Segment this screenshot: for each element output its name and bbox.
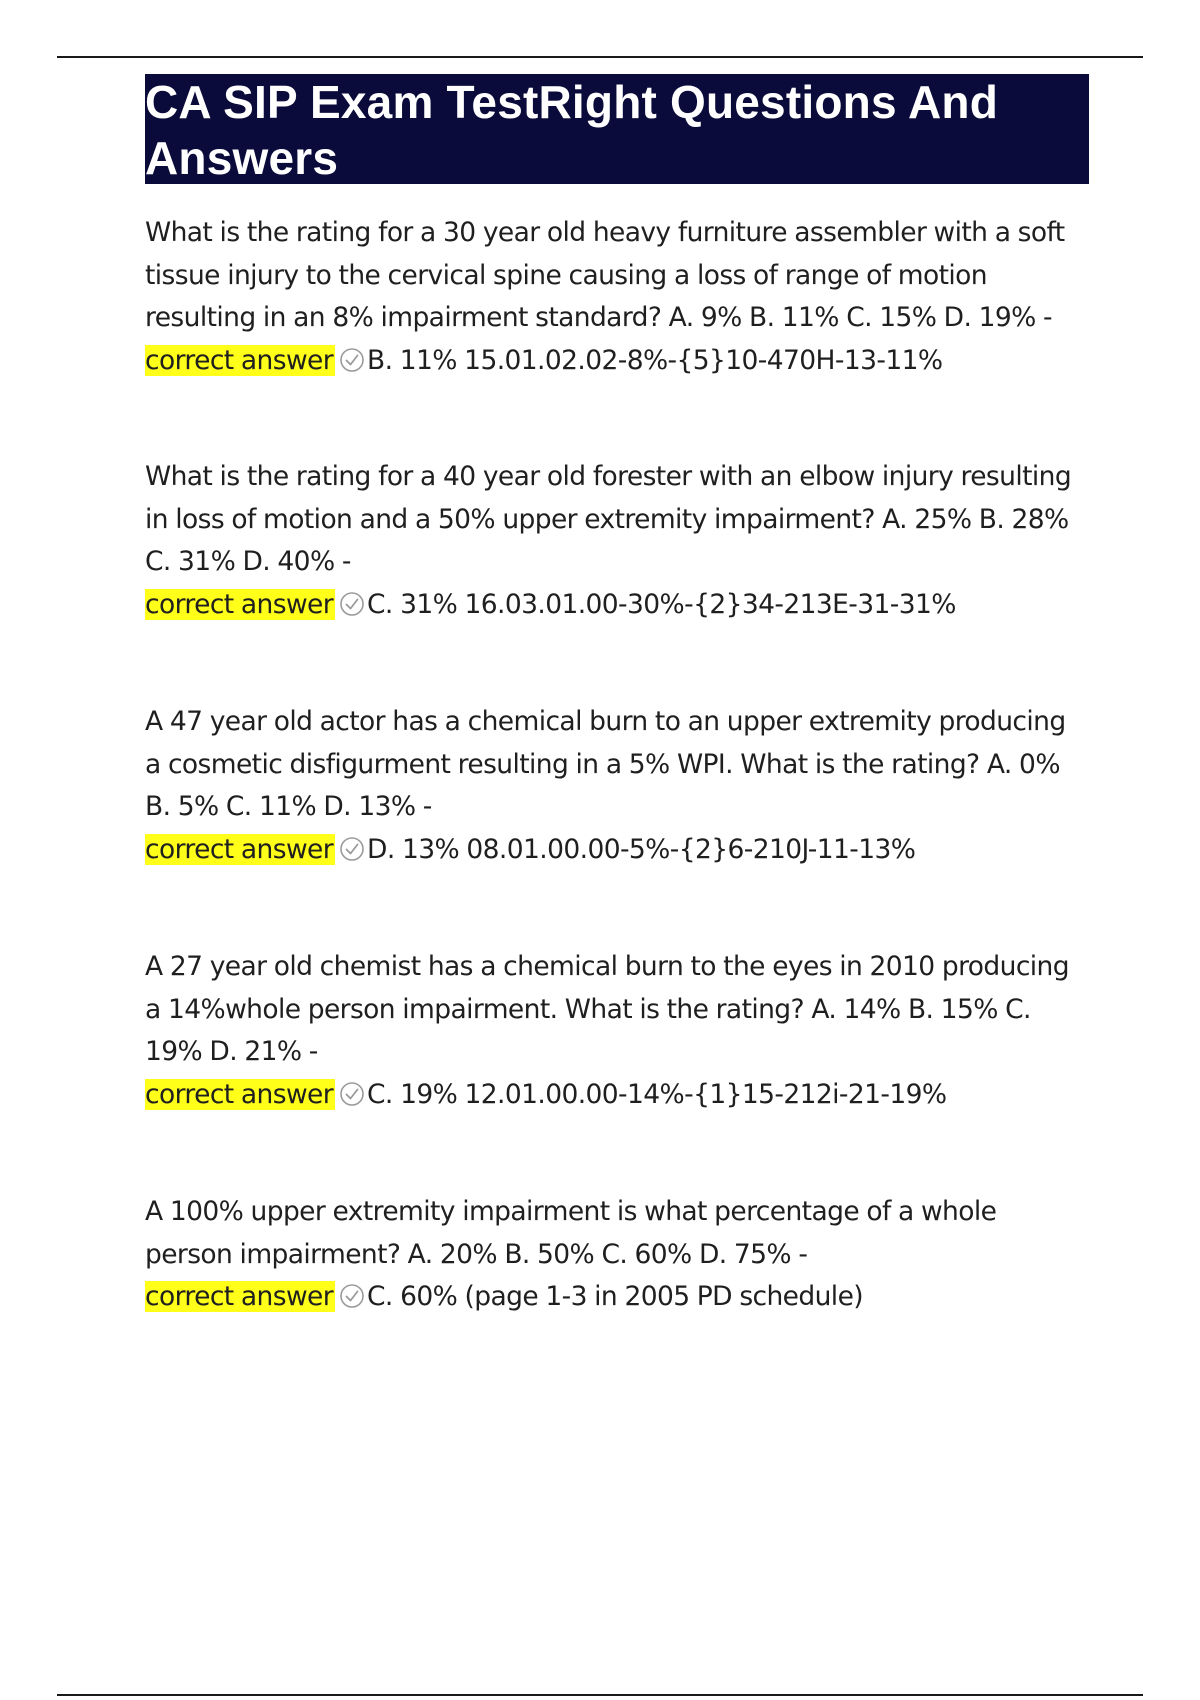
correct-answer-label: correct answer	[145, 1281, 334, 1312]
question-text: A 100% upper extremity impairment is what percentage of a whole person impairment? A. 20% B. 50% C. 60% D. 75% -	[145, 1196, 997, 1270]
answer-text: B. 11% 15.01.02.02-8%-{5}10-470H-13-11%	[367, 344, 943, 376]
answer-text: C. 19% 12.01.00.00-14%-{1}15-212i-21-19%	[367, 1078, 947, 1110]
circle-check-icon	[339, 591, 365, 617]
title-banner	[145, 74, 1089, 184]
circle-check-icon	[339, 1081, 365, 1107]
correct-answer-label: correct answer	[145, 588, 334, 620]
question-text: What is the rating for a 30 year old heavy furniture assembler with a soft tissue injury to the cervical spine causing a loss of range of motion resulting in an 8% impairment standard? A. 9% B. 11% C. 15% D. 19% -	[145, 217, 1065, 333]
correct-answer-label: correct answer	[145, 344, 334, 376]
answer-text: C. 31% 16.03.01.00-30%-{2}34-213E-31-31%	[367, 588, 956, 620]
answer-text: D. 13% 08.01.00.00-5%-{2}6-210J-11-13%	[367, 833, 916, 865]
top-divider	[57, 56, 1143, 58]
qa-item	[145, 212, 1085, 382]
question-text: A 47 year old actor has a chemical burn to an upper extremity producing a cosmetic disfigurment resulting in a 5% WPI. What is the rating? A. 0% B. 5% C. 11% D. 13% -	[145, 706, 1066, 822]
question-text: A 27 year old chemist has a chemical burn to the eyes in 2010 producing a 14%whole person impairment. What is the rating? A. 14% B. 15% C. 19% D. 21% -	[145, 951, 1069, 1067]
qa-item	[145, 456, 1085, 626]
circle-check-icon	[339, 1283, 365, 1309]
answer-text: C. 60% (page 1-3 in 2005 PD schedule)	[367, 1281, 864, 1312]
bottom-divider	[57, 1694, 1143, 1696]
qa-item	[145, 1191, 1085, 1319]
circle-check-icon	[339, 347, 365, 373]
question-text: What is the rating for a 40 year old forester with an elbow injury resulting in loss of motion and a 50% upper extremity impairment? A. 25% B. 28% C. 31% D. 40% -	[145, 461, 1072, 577]
correct-answer-label: correct answer	[145, 1078, 334, 1110]
qa-item	[145, 701, 1085, 871]
correct-answer-label: correct answer	[145, 833, 334, 865]
page-title: CA SIP Exam TestRight Questions And Answers	[145, 76, 999, 184]
circle-check-icon	[339, 836, 365, 862]
qa-item	[145, 946, 1085, 1116]
